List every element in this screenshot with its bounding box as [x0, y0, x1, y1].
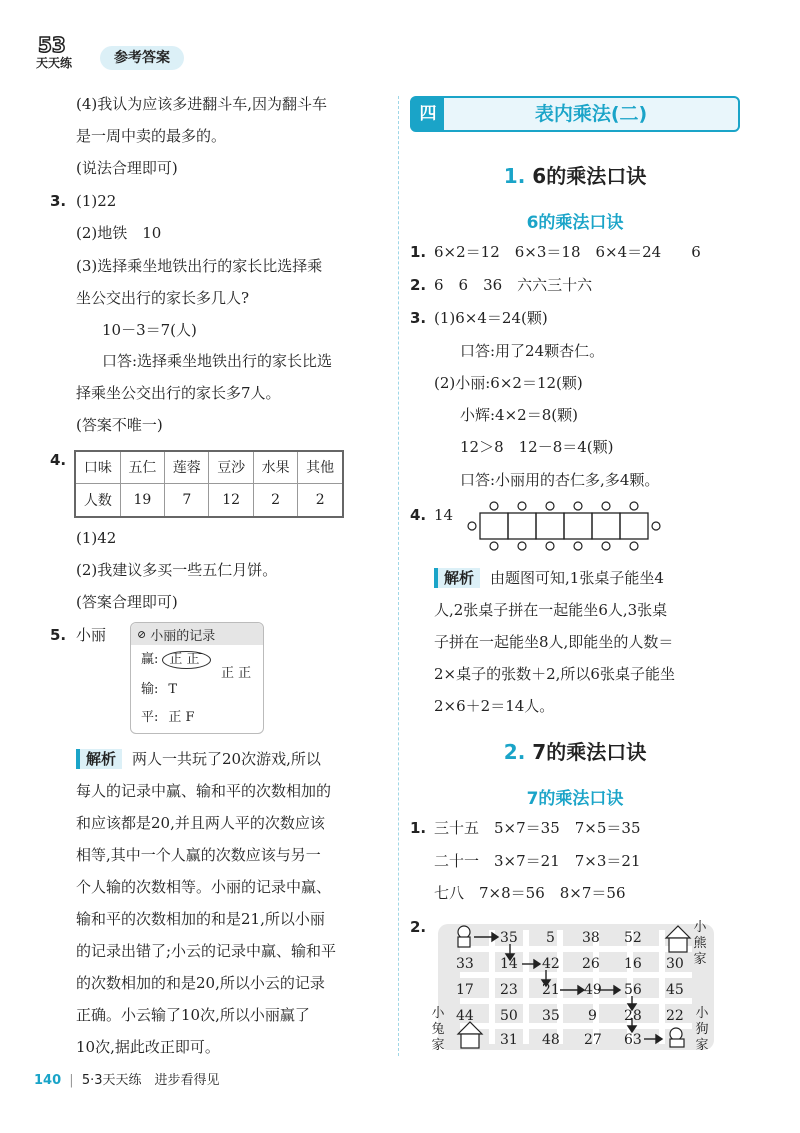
dog-home-label: 小 狗 家	[695, 1006, 709, 1053]
table-cell: 2	[253, 483, 297, 517]
text-line: 口答:小丽用的杏仁多,多4颗。	[460, 471, 660, 489]
text-line: 口答:用了24颗杏仁。	[460, 342, 605, 360]
maze-cell: 21	[542, 982, 560, 998]
analysis-line: 输和平的次数相加的和是21,所以小丽	[76, 910, 325, 928]
maze-cell: 31	[500, 1032, 518, 1048]
lose-marks: T	[168, 682, 178, 697]
question-number: 2.	[410, 276, 427, 294]
question-number: 3.	[50, 192, 67, 210]
tie-marks: 正 F	[168, 710, 195, 725]
cat-icon	[458, 926, 470, 947]
text-line: (3)选择乘坐地铁出行的家长比选择乘	[76, 257, 323, 275]
text-line: (1)6×4＝24(颗)	[434, 309, 548, 327]
maze-cell: 16	[624, 956, 642, 972]
analysis-line: 解析 两人一共玩了20次游戏,所以	[76, 749, 321, 769]
text-line: (1)42	[76, 529, 117, 547]
page-number: 140	[34, 1073, 62, 1088]
maze-cell: 38	[582, 930, 600, 946]
section-title: 1. 6的乘法口诀	[503, 164, 647, 188]
svg-text:53: 53	[38, 33, 66, 57]
tables-diagram	[464, 500, 668, 556]
win-label: 赢:	[141, 652, 159, 667]
maze-cell: 50	[500, 1008, 518, 1024]
column-divider	[398, 96, 399, 1056]
maze-cell: 14	[500, 956, 518, 972]
subsection-title: 7的乘法口诀	[526, 789, 624, 809]
text-line: 14	[434, 506, 454, 524]
analysis-line: 2×桌子的张数＋2,所以6张桌子能坐	[434, 665, 675, 683]
unit-number: 四	[412, 98, 444, 130]
analysis-line: 人,2张桌子拼在一起能坐6人,3张桌	[434, 601, 668, 619]
analysis-tag: 解析	[434, 568, 480, 588]
tie-label: 平:	[141, 710, 159, 725]
maze-cell: 45	[666, 982, 684, 998]
question-number: 1.	[410, 243, 427, 261]
question-number: 4.	[50, 451, 67, 469]
unit-title: 表内乘法(二)	[534, 103, 648, 125]
table-header: 五仁	[120, 451, 164, 483]
win-marks: 正 正 ̄	[162, 651, 210, 669]
maze-cell: 22	[666, 1008, 684, 1024]
text-line: 坐公交出行的家长多几人?	[76, 289, 250, 307]
question-number: 1.	[410, 819, 427, 837]
text-line: (4)我认为应该多进翻斗车,因为翻斗车	[76, 95, 328, 113]
text-line: 二十一 3×7＝21 7×3＝21	[434, 852, 641, 870]
maze-cell: 49	[584, 982, 602, 998]
text-line: 是一周中卖的最多的。	[76, 127, 227, 145]
maze-cell: 56	[624, 982, 642, 998]
text-line: 七八 7×8＝56 8×7＝56	[434, 884, 626, 902]
flavor-table	[74, 450, 344, 518]
text-line: (2)我建议多买一些五仁月饼。	[76, 561, 278, 579]
text-line: 6 6 36 六六三十六	[434, 276, 593, 294]
page-footer: 140 | 5·3天天练 进步看得见	[34, 1073, 220, 1088]
question-number: 2.	[410, 918, 427, 936]
maze-cell: 9	[588, 1008, 597, 1024]
analysis-line: 10次,据此改正即可。	[76, 1038, 220, 1056]
maze-cell: 33	[456, 956, 474, 972]
question-number: 5.	[50, 626, 67, 644]
table-cell: 2	[298, 483, 343, 517]
text-line: (1)22	[76, 192, 117, 210]
svg-text:天天练: 天天练	[36, 56, 73, 70]
maze-cell: 63	[624, 1032, 642, 1048]
rabbit-home-label: 小 兔 家	[431, 1006, 445, 1053]
text-line: (2)地铁 10	[76, 224, 162, 242]
maze-cell: 35	[542, 1008, 560, 1024]
text-line: 小丽	[76, 626, 107, 644]
analysis-line: 每人的记录中赢、输和平的次数相加的	[76, 782, 332, 800]
table-cell: 19	[120, 483, 164, 517]
paperclip-icon: ⊘	[137, 627, 147, 641]
maze-cell: 52	[624, 930, 642, 946]
table-header: 水果	[253, 451, 297, 483]
analysis-line: 和应该都是20,并且两人平的次数应该	[76, 814, 325, 832]
maze-cell: 30	[666, 956, 684, 972]
subsection-title: 6的乘法口诀	[526, 213, 624, 233]
text-line: 12＞8 12－8＝4(颗)	[460, 438, 614, 456]
maze-cell: 35	[500, 930, 518, 946]
record-card	[130, 622, 264, 734]
maze-cell: 27	[584, 1032, 602, 1048]
logo	[34, 30, 98, 70]
maze-cell: 44	[456, 1008, 474, 1024]
analysis-line: 的次数相加的和是20,所以小云的记录	[76, 974, 325, 992]
win-marks-extra: 正 正	[221, 666, 252, 681]
record-title: 小丽的记录	[150, 628, 216, 644]
maze-cell: 42	[542, 956, 560, 972]
text-line: (答案不唯一)	[76, 416, 163, 434]
section-title: 2. 7的乘法口诀	[503, 740, 647, 764]
unit-banner	[410, 96, 740, 132]
text-line: (答案合理即可)	[76, 593, 178, 611]
maze-cell: 17	[456, 982, 474, 998]
analysis-tag: 解析	[76, 749, 122, 769]
question-number: 4.	[410, 506, 427, 524]
analysis-line: 的记录出错了;小云的记录中赢、输和平	[76, 942, 337, 960]
table-icon	[480, 513, 648, 539]
maze	[430, 918, 720, 1056]
lose-label: 输:	[141, 682, 159, 697]
analysis-line: 子拼在一起能坐8人,即能坐的人数＝	[434, 633, 674, 651]
text-line: 择乘坐公交出行的家长多7人。	[76, 384, 281, 402]
maze-cell: 26	[582, 956, 600, 972]
logo-icon	[34, 30, 98, 70]
table-header: 莲蓉	[165, 451, 209, 483]
analysis-line: 相等,其中一个人赢的次数应该与另一	[76, 846, 321, 864]
maze-cell: 48	[542, 1032, 560, 1048]
analysis-line: 正确。小云输了10次,所以小丽赢了	[76, 1006, 310, 1024]
table-header: 豆沙	[209, 451, 253, 483]
maze-cell: 23	[500, 982, 518, 998]
text-line: (2)小丽:6×2＝12(颗)	[434, 374, 583, 392]
text-line: 6×2＝12 6×3＝18 6×4＝24 6	[434, 243, 701, 261]
maze-cell: 5	[546, 930, 555, 946]
question-number: 3.	[410, 309, 427, 327]
section-label: 参考答案	[100, 46, 184, 70]
analysis-line: 个人输的次数相等。小丽的记录中赢、	[76, 878, 332, 896]
text-line: 口答:选择乘坐地铁出行的家长比选	[102, 352, 333, 370]
text-line: (说法合理即可)	[76, 159, 178, 177]
bear-home-label: 小 熊 家	[693, 920, 707, 967]
table-header: 其他	[298, 451, 343, 483]
text-line: 三十五 5×7＝35 7×5＝35	[434, 819, 641, 837]
text-line: 10－3＝7(人)	[102, 321, 197, 339]
record-title-bar	[131, 623, 263, 645]
maze-cell: 28	[624, 1008, 642, 1024]
analysis-line: 2×6＋2＝14人。	[434, 697, 555, 715]
footer-brand: 5·3天天练 进步看得见	[81, 1073, 220, 1088]
analysis-line: 解析 由题图可知,1张桌子能坐4	[434, 568, 664, 588]
table-cell: 7	[165, 483, 209, 517]
table-cell: 12	[209, 483, 253, 517]
text-line: 小辉:4×2＝8(颗)	[460, 406, 578, 424]
table-row-label: 人数	[75, 483, 120, 517]
table-header: 口味	[75, 451, 120, 483]
